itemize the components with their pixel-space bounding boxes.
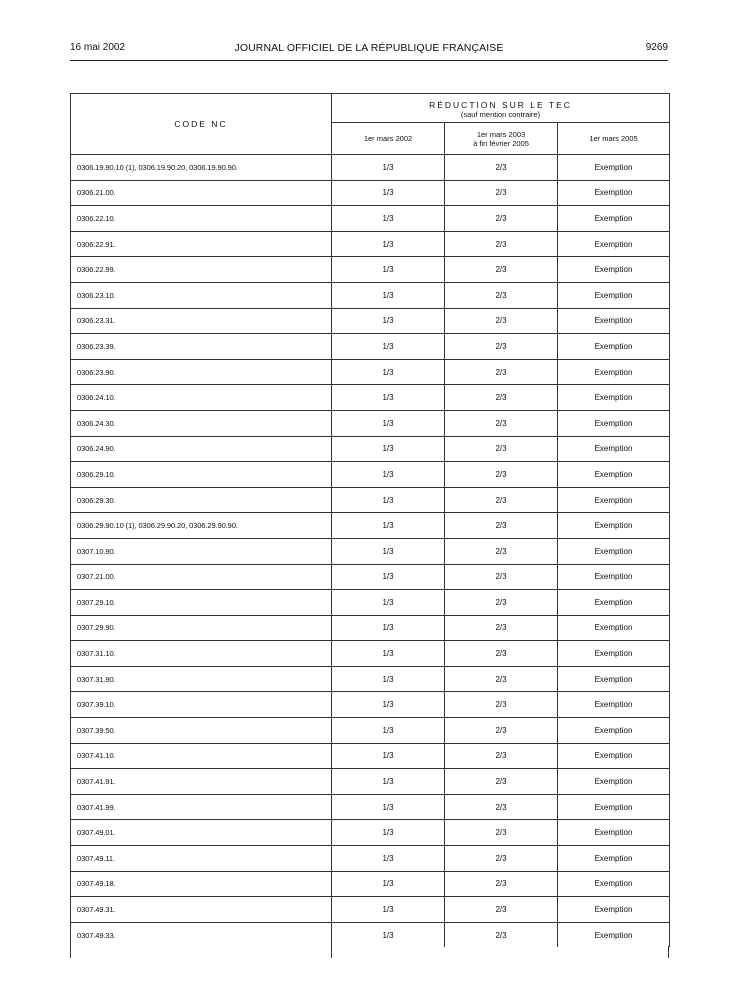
- reduction-2003-cell: 2/3: [445, 282, 558, 308]
- col-header-date-3: 1er mars 2005: [558, 123, 670, 155]
- reduction-2003-cell: 2/3: [445, 206, 558, 232]
- reduction-2002-cell: 1/3: [332, 513, 445, 539]
- code-nc-cell: 0306.19.90.10 (1), 0306.19.90.20, 0306.19.90.90.: [71, 155, 332, 181]
- code-nc-cell: 0307.31.10.: [71, 641, 332, 667]
- reduction-2005-cell: Exemption: [558, 538, 670, 564]
- code-nc-cell: 0307.49.33.: [71, 922, 332, 947]
- reduction-2003-cell: 2/3: [445, 538, 558, 564]
- header-rule: [70, 60, 668, 61]
- reduction-2003-cell: 2/3: [445, 308, 558, 334]
- table-row: [71, 462, 670, 488]
- reduction-2003-cell: 2/3: [445, 334, 558, 360]
- reduction-2002-cell: 1/3: [332, 334, 445, 360]
- reduction-title: RÉDUCTION SUR LE TEC: [429, 100, 572, 110]
- reduction-2003-cell: 2/3: [445, 692, 558, 718]
- table-row: [71, 206, 670, 232]
- reduction-2003-cell: 2/3: [445, 462, 558, 488]
- reduction-2002-cell: 1/3: [332, 871, 445, 897]
- reduction-2003-cell: 2/3: [445, 257, 558, 283]
- reduction-2002-cell: 1/3: [332, 590, 445, 616]
- reduction-2005-cell: Exemption: [558, 641, 670, 667]
- code-nc-cell: 0307.31.90.: [71, 666, 332, 692]
- code-nc-cell: 0307.29.90.: [71, 615, 332, 641]
- reduction-2005-cell: Exemption: [558, 871, 670, 897]
- reduction-2002-cell: 1/3: [332, 462, 445, 488]
- code-nc-cell: 0306.29.90.10 (1), 0306.29.90.20, 0306.29.90.90.: [71, 513, 332, 539]
- date-2-line-1: 1er mars 2003: [476, 129, 526, 139]
- table-row: [71, 487, 670, 513]
- reduction-2005-cell: Exemption: [558, 922, 670, 947]
- reduction-2002-cell: 1/3: [332, 846, 445, 872]
- reduction-2003-cell: 2/3: [445, 922, 558, 947]
- reduction-2005-cell: Exemption: [558, 794, 670, 820]
- table-row: [71, 257, 670, 283]
- code-nc-cell: 0307.49.01.: [71, 820, 332, 846]
- reduction-2003-cell: 2/3: [445, 794, 558, 820]
- code-nc-cell: 0307.39.50.: [71, 718, 332, 744]
- tariff-reduction-table: [70, 93, 670, 947]
- reduction-2003-cell: 2/3: [445, 769, 558, 795]
- table-row: [71, 615, 670, 641]
- code-nc-cell: 0306.21.00.: [71, 180, 332, 206]
- reduction-2003-cell: 2/3: [445, 231, 558, 257]
- code-nc-cell: 0307.41.91.: [71, 769, 332, 795]
- reduction-2005-cell: Exemption: [558, 334, 670, 360]
- reduction-2002-cell: 1/3: [332, 718, 445, 744]
- code-nc-cell: 0306.29.30.: [71, 487, 332, 513]
- table-row: [71, 436, 670, 462]
- reduction-note: (sauf mention contraire): [460, 110, 541, 119]
- reduction-2003-cell: 2/3: [445, 615, 558, 641]
- col-header-date-1: 1er mars 2002: [332, 123, 445, 155]
- reduction-2005-cell: Exemption: [558, 410, 670, 436]
- reduction-2003-cell: 2/3: [445, 871, 558, 897]
- table-row: [71, 769, 670, 795]
- reduction-2002-cell: 1/3: [332, 385, 445, 411]
- reduction-2002-cell: 1/3: [332, 308, 445, 334]
- journal-title: JOURNAL OFFICIEL DE LA RÉPUBLIQUE FRANÇAISE: [234, 42, 504, 54]
- table-row: [71, 846, 670, 872]
- reduction-2003-cell: 2/3: [445, 897, 558, 923]
- reduction-2002-cell: 1/3: [332, 897, 445, 923]
- reduction-2005-cell: Exemption: [558, 897, 670, 923]
- code-nc-cell: 0306.24.90.: [71, 436, 332, 462]
- table-row: [71, 180, 670, 206]
- reduction-2003-cell: 2/3: [445, 641, 558, 667]
- reduction-2003-cell: 2/3: [445, 155, 558, 181]
- reduction-2002-cell: 1/3: [332, 794, 445, 820]
- reduction-2003-cell: 2/3: [445, 487, 558, 513]
- reduction-2003-cell: 2/3: [445, 846, 558, 872]
- reduction-2003-cell: 2/3: [445, 820, 558, 846]
- reduction-2005-cell: Exemption: [558, 564, 670, 590]
- reduction-2005-cell: Exemption: [558, 590, 670, 616]
- code-nc-cell: 0307.21.00.: [71, 564, 332, 590]
- table-row: [71, 922, 670, 947]
- reduction-2002-cell: 1/3: [332, 487, 445, 513]
- table-row: [71, 871, 670, 897]
- reduction-2002-cell: 1/3: [332, 922, 445, 947]
- reduction-2002-cell: 1/3: [332, 282, 445, 308]
- reduction-2003-cell: 2/3: [445, 513, 558, 539]
- reduction-2002-cell: 1/3: [332, 257, 445, 283]
- reduction-2005-cell: Exemption: [558, 513, 670, 539]
- code-nc-cell: 0306.23.10.: [71, 282, 332, 308]
- table-border-tail: [331, 946, 332, 958]
- table-row: [71, 590, 670, 616]
- reduction-2002-cell: 1/3: [332, 769, 445, 795]
- reduction-2005-cell: Exemption: [558, 487, 670, 513]
- reduction-2003-cell: 2/3: [445, 743, 558, 769]
- reduction-2003-cell: 2/3: [445, 436, 558, 462]
- reduction-2005-cell: Exemption: [558, 769, 670, 795]
- table-row: [71, 794, 670, 820]
- table-row: [71, 282, 670, 308]
- reduction-2002-cell: 1/3: [332, 231, 445, 257]
- issue-date: 16 mai 2002: [70, 42, 126, 53]
- table-row: [71, 692, 670, 718]
- reduction-2005-cell: Exemption: [558, 666, 670, 692]
- code-nc-cell: 0306.23.31.: [71, 308, 332, 334]
- reduction-2005-cell: Exemption: [558, 308, 670, 334]
- reduction-2002-cell: 1/3: [332, 615, 445, 641]
- reduction-2005-cell: Exemption: [558, 692, 670, 718]
- reduction-2003-cell: 2/3: [445, 359, 558, 385]
- code-nc-cell: 0306.23.90.: [71, 359, 332, 385]
- reduction-2005-cell: Exemption: [558, 743, 670, 769]
- code-nc-cell: 0307.49.31.: [71, 897, 332, 923]
- reduction-2003-cell: 2/3: [445, 180, 558, 206]
- reduction-2002-cell: 1/3: [332, 692, 445, 718]
- table-row: [71, 155, 670, 181]
- table-row: [71, 666, 670, 692]
- reduction-2005-cell: Exemption: [558, 180, 670, 206]
- reduction-2005-cell: Exemption: [558, 206, 670, 232]
- reduction-2002-cell: 1/3: [332, 359, 445, 385]
- code-nc-cell: 0306.23.39.: [71, 334, 332, 360]
- table-row: [71, 308, 670, 334]
- reduction-2005-cell: Exemption: [558, 820, 670, 846]
- reduction-2003-cell: 2/3: [445, 718, 558, 744]
- code-nc-cell: 0306.22.99.: [71, 257, 332, 283]
- code-nc-cell: 0307.49.18.: [71, 871, 332, 897]
- page-header: [70, 42, 668, 58]
- table-row: [71, 359, 670, 385]
- reduction-2002-cell: 1/3: [332, 155, 445, 181]
- reduction-2003-cell: 2/3: [445, 666, 558, 692]
- col-header-reduction: [332, 94, 670, 123]
- reduction-2005-cell: Exemption: [558, 257, 670, 283]
- reduction-2005-cell: Exemption: [558, 615, 670, 641]
- reduction-2005-cell: Exemption: [558, 462, 670, 488]
- table-row: [71, 231, 670, 257]
- code-nc-cell: 0306.24.10.: [71, 385, 332, 411]
- reduction-2003-cell: 2/3: [445, 385, 558, 411]
- code-nc-cell: 0307.41.99.: [71, 794, 332, 820]
- reduction-2005-cell: Exemption: [558, 359, 670, 385]
- table-row: [71, 334, 670, 360]
- page-number: 9269: [645, 42, 668, 53]
- reduction-2002-cell: 1/3: [332, 743, 445, 769]
- table-row: [71, 564, 670, 590]
- table-row: [71, 513, 670, 539]
- reduction-2005-cell: Exemption: [558, 282, 670, 308]
- reduction-2005-cell: Exemption: [558, 231, 670, 257]
- reduction-2003-cell: 2/3: [445, 564, 558, 590]
- code-nc-cell: 0307.41.10.: [71, 743, 332, 769]
- table-row: [71, 820, 670, 846]
- reduction-2002-cell: 1/3: [332, 180, 445, 206]
- table-row: [71, 641, 670, 667]
- code-nc-cell: 0306.24.30.: [71, 410, 332, 436]
- reduction-2002-cell: 1/3: [332, 436, 445, 462]
- date-2-line-2: à fin février 2005: [473, 138, 529, 148]
- reduction-2002-cell: 1/3: [332, 666, 445, 692]
- reduction-2003-cell: 2/3: [445, 590, 558, 616]
- code-nc-cell: 0307.39.10.: [71, 692, 332, 718]
- code-nc-cell: 0307.29.10.: [71, 590, 332, 616]
- reduction-2005-cell: Exemption: [558, 436, 670, 462]
- reduction-2005-cell: Exemption: [558, 385, 670, 411]
- reduction-2003-cell: 2/3: [445, 410, 558, 436]
- table-body: [71, 155, 670, 948]
- code-nc-cell: 0306.22.10.: [71, 206, 332, 232]
- table-row: [71, 538, 670, 564]
- col-header-code-nc: CODE NC: [71, 94, 332, 155]
- code-nc-cell: 0306.22.91.: [71, 231, 332, 257]
- table-row: [71, 385, 670, 411]
- reduction-2002-cell: 1/3: [332, 410, 445, 436]
- table-row: [71, 718, 670, 744]
- reduction-2005-cell: Exemption: [558, 155, 670, 181]
- reduction-2002-cell: 1/3: [332, 641, 445, 667]
- code-nc-cell: 0306.29.10.: [71, 462, 332, 488]
- code-nc-cell: 0307.49.11.: [71, 846, 332, 872]
- reduction-2002-cell: 1/3: [332, 206, 445, 232]
- reduction-2002-cell: 1/3: [332, 820, 445, 846]
- reduction-2005-cell: Exemption: [558, 718, 670, 744]
- table-border-tail: [70, 946, 71, 958]
- reduction-2005-cell: Exemption: [558, 846, 670, 872]
- reduction-2002-cell: 1/3: [332, 538, 445, 564]
- col-header-date-2: [445, 123, 558, 155]
- table-border-tail: [668, 946, 669, 958]
- code-nc-cell: 0307.10.90.: [71, 538, 332, 564]
- reduction-2002-cell: 1/3: [332, 564, 445, 590]
- table-row: [71, 410, 670, 436]
- table-row: [71, 743, 670, 769]
- table-row: [71, 897, 670, 923]
